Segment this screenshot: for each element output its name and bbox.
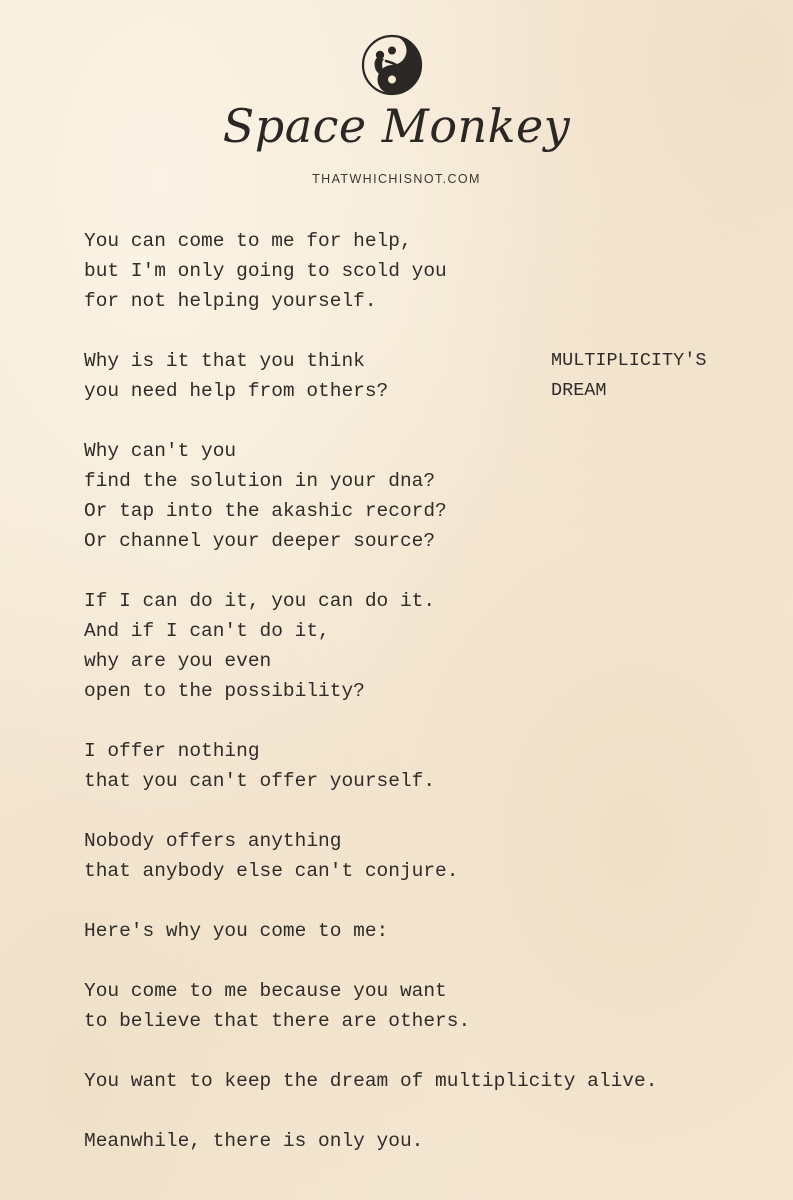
poem-line: Here's why you come to me:	[84, 920, 389, 942]
poem-line: why are you even	[84, 650, 272, 672]
poem-line: that you can't offer yourself.	[84, 770, 436, 792]
poem-line: to believe that there are others.	[84, 1010, 471, 1032]
poem-line: Or tap into the akashic record?	[84, 500, 447, 522]
stanza	[84, 226, 724, 316]
poem-line: Why is it that you think	[84, 350, 365, 372]
stanza	[84, 826, 724, 886]
poem-line: but I'm only going to scold you	[84, 260, 447, 282]
poem-line: And if I can't do it,	[84, 620, 330, 642]
stanza	[84, 736, 724, 796]
side-title-line: MULTIPLICITY'S	[551, 350, 707, 371]
poem-line: Nobody offers anything	[84, 830, 342, 852]
poem-line: You can come to me for help,	[84, 230, 412, 252]
yin-yang-monkey-icon	[360, 33, 424, 97]
stanza	[84, 976, 724, 1036]
stanza	[84, 916, 724, 946]
poem-line: You come to me because you want	[84, 980, 447, 1002]
brand-url: THATWHICHISNOT.COM	[312, 172, 481, 186]
poem-body	[84, 226, 724, 1186]
poem-line: Or channel your deeper source?	[84, 530, 436, 552]
side-title-line: DREAM	[551, 380, 607, 401]
poem-line: open to the possibility?	[84, 680, 365, 702]
poem-line: Meanwhile, there is only you.	[84, 1130, 424, 1152]
stanza	[84, 346, 724, 406]
poem-line: for not helping yourself.	[84, 290, 377, 312]
poem-line: I offer nothing	[84, 740, 260, 762]
stanza	[84, 586, 724, 706]
poem-line: that anybody else can't conjure.	[84, 860, 459, 882]
brand-title: Space Monkey	[222, 99, 571, 153]
poem-line: Why can't you	[84, 440, 237, 462]
poem-line: You want to keep the dream of multiplicity alive.	[84, 1070, 658, 1092]
poem-line: find the solution in your dna?	[84, 470, 436, 492]
poem-line: If I can do it, you can do it.	[84, 590, 436, 612]
stanza	[84, 436, 724, 556]
stanza	[84, 1066, 724, 1096]
stanza	[84, 1126, 724, 1156]
poem-line: you need help from others?	[84, 380, 389, 402]
